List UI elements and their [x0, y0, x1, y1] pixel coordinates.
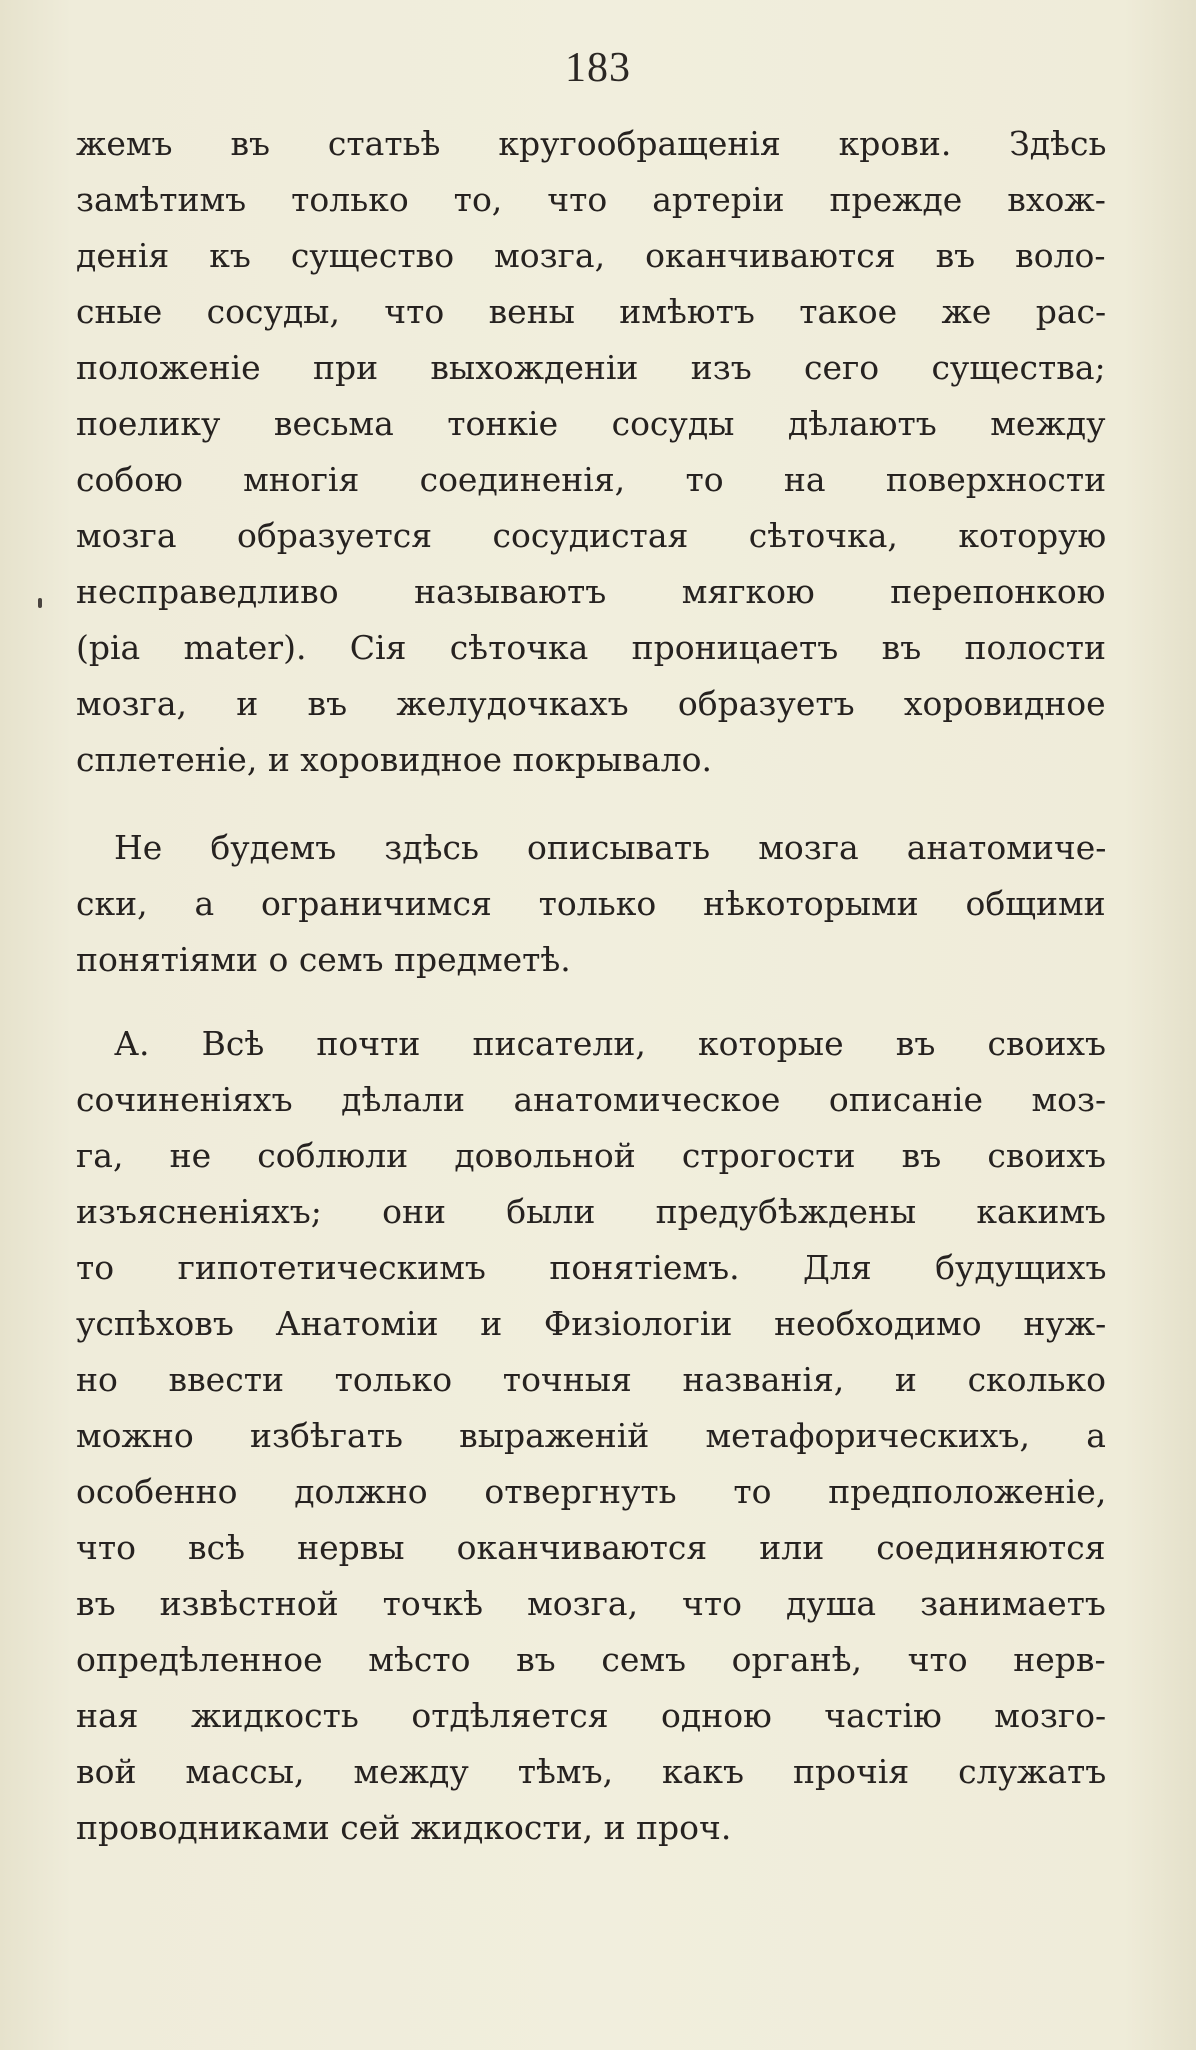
text-line: но ввести только точныя названія, и сколько — [76, 1360, 1106, 1399]
text-line: въ извѣстной точкѣ мозга, что душа занимаетъ — [76, 1584, 1106, 1623]
text-line: можно избѣгать выраженій метафорическихъ, а — [76, 1416, 1106, 1455]
text-line: А. Всѣ почти писатели, которые въ своихъ — [114, 1024, 1107, 1063]
text-line: понятіями о семъ предметѣ. — [76, 940, 571, 979]
text-line: проводниками сей жидкости, и проч. — [76, 1808, 732, 1847]
text-line: то гипотетическимъ понятіемъ. Для будущихъ — [76, 1248, 1107, 1287]
text-line: вой массы, между тѣмъ, какъ прочія служатъ — [76, 1752, 1107, 1791]
text-line: мозга, и въ желудочкахъ образуетъ хоровидное — [76, 684, 1106, 723]
text-line: сплетеніе, и хоровидное покрывало. — [76, 740, 712, 779]
text-line: ски, а ограничимся только нѣкоторыми общими — [76, 884, 1106, 923]
page-number: 183 — [565, 45, 631, 91]
text-line: что всѣ нервы оканчиваются или соединяются — [76, 1528, 1106, 1567]
text-line: га, не соблюли довольной строгости въ своихъ — [76, 1136, 1106, 1175]
text-line: опредѣленное мѣсто въ семъ органѣ, что нерв- — [76, 1640, 1106, 1679]
text-line: поелику весьма тонкіе сосуды дѣлаютъ между — [76, 404, 1106, 443]
text-line: несправедливо называютъ мягкою перепонкою — [76, 572, 1106, 611]
text-line: положеніе при выхожденіи изъ сего существа; — [76, 348, 1106, 387]
text-line: собою многія соединенія, то на поверхности — [76, 460, 1107, 499]
text-line: (pia mater). Сія сѣточка проницаетъ въ полости — [76, 628, 1106, 667]
text-line: особенно должно отвергнуть то предположеніе, — [76, 1472, 1107, 1511]
text-line: изъясненіяхъ; они были предубѣждены какимъ — [76, 1192, 1107, 1231]
text-line: замѣтимъ только то, что артеріи прежде вхож- — [76, 180, 1106, 219]
text-line: денія къ существо мозга, оканчиваются въ воло- — [76, 236, 1106, 275]
margin-mark — [38, 598, 42, 608]
text-line: ная жидкость отдѣляется одною частію мозго- — [76, 1696, 1107, 1735]
text-line: сные сосуды, что вены имѣютъ такое же рас- — [76, 292, 1107, 331]
text-line: успѣховъ Анатоміи и Физіологіи необходимо нуж- — [76, 1304, 1107, 1343]
text-line: Не будемъ здѣсь описывать мозга анатомиче- — [114, 828, 1107, 867]
text-line: сочиненіяхъ дѣлали анатомическое описаніе моз- — [76, 1080, 1107, 1119]
text-line: мозга образуется сосудистая сѣточка, которую — [76, 516, 1107, 555]
text-line: жемъ въ статьѣ кругообращенія крови. Здѣсь — [76, 124, 1107, 163]
